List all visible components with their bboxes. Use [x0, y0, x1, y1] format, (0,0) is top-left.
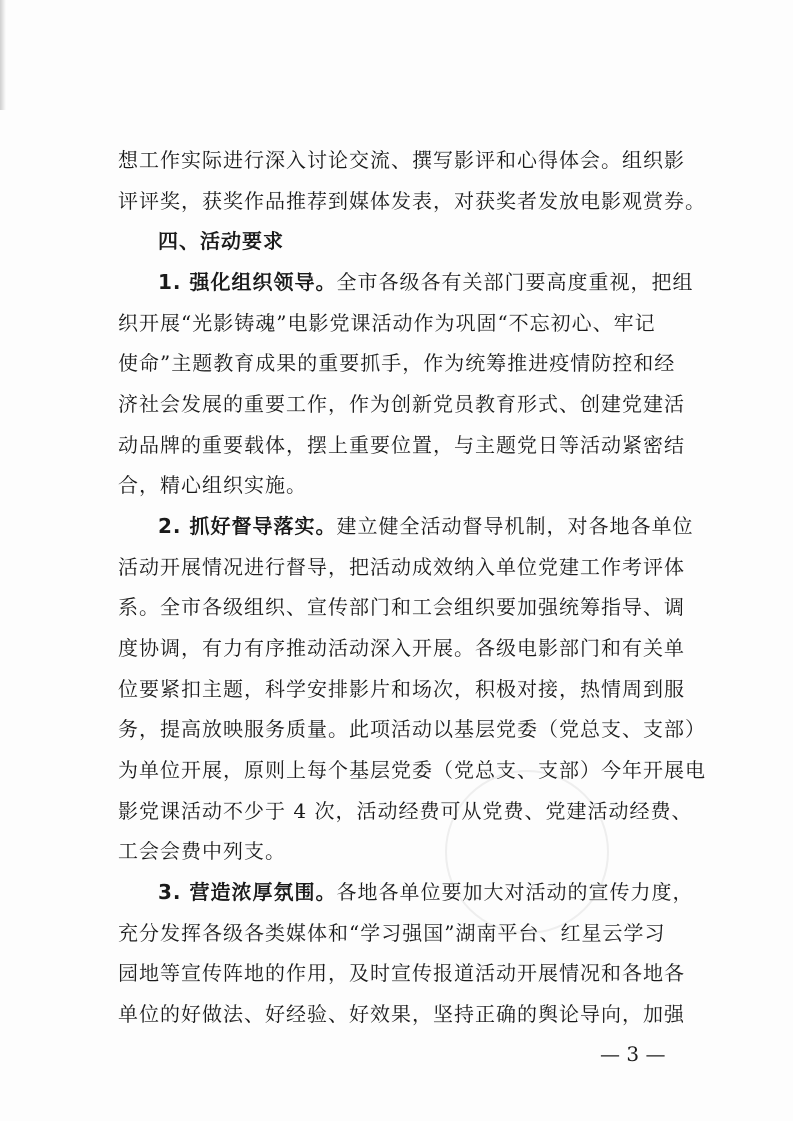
item-3-title: 3. 营造浓厚氛围。 [158, 880, 337, 904]
body-text-line: 活动开展情况进行督导，把活动成效纳入单位党建工作考评体 [118, 555, 685, 579]
page-number: — 3 — [600, 1042, 666, 1066]
body-text-line: 合，精心组织实施。 [118, 473, 307, 497]
body-text-line: 影党课活动不少于 4 次，活动经费可从党费、党建活动经费、 [118, 799, 693, 823]
body-text-line: 园地等宣传阵地的作用，及时宣传报道活动开展情况和各地各 [118, 961, 685, 985]
item-1-text: 全市各级各有关部门要高度重视，把组 [336, 270, 694, 294]
section-heading: 四、活动要求 [158, 229, 284, 253]
item-3-first-line [158, 878, 693, 906]
body-text-line: 单位的好做法、好经验、好效果，坚持正确的舆论导向，加强 [118, 1002, 685, 1026]
item-2-text: 建立健全活动督导机制，对各地各单位 [336, 514, 694, 538]
body-text-line: 评评奖，获奖作品推荐到媒体发表，对获奖者发放电影观赏券。 [118, 189, 706, 213]
body-text-line: 系。全市各级组织、宣传部门和工会组织要加强统筹指导、调 [118, 595, 685, 619]
body-text-line: 务，提高放映服务质量。此项活动以基层党委（党总支、支部） [118, 717, 706, 741]
item-1-title: 1. 强化组织领导。 [158, 270, 337, 294]
body-text-line: 位要紧扣主题，科学安排影片和场次，积极对接，热情周到服 [118, 677, 685, 701]
item-1-first-line [158, 268, 693, 296]
item-3-text: 各地各单位要加大对活动的宣传力度， [336, 880, 694, 904]
body-text-line: 济社会发展的重要工作，作为创新党员教育形式、创建党建活 [118, 392, 685, 416]
body-text-line: 充分发挥各级各类媒体和“学习强国”湖南平台、红星云学习 [118, 921, 666, 945]
scan-edge-shadow [0, 0, 6, 110]
body-text-line: 织开展“光影铸魂”电影党课活动作为巩固“不忘初心、牢记 [118, 311, 656, 335]
item-2-first-line [158, 512, 693, 540]
faint-seal-mark [445, 770, 609, 934]
body-text-line: 为单位开展，原则上每个基层党委（党总支、支部）今年开展电 [118, 758, 706, 782]
body-text-line: 度协调，有力有序推动活动深入开展。各级电影部门和有关单 [118, 636, 685, 660]
body-text-line: 工会会费中列支。 [118, 839, 286, 863]
body-text-line: 使命”主题教育成果的重要抓手，作为统筹推进疫情防控和经 [118, 351, 676, 375]
body-text-line: 动品牌的重要载体，摆上重要位置，与主题党日等活动紧密结 [118, 433, 685, 457]
body-text-line: 想工作实际进行深入讨论交流、撰写影评和心得体会。组织影 [118, 148, 685, 172]
item-2-title: 2. 抓好督导落实。 [158, 514, 337, 538]
